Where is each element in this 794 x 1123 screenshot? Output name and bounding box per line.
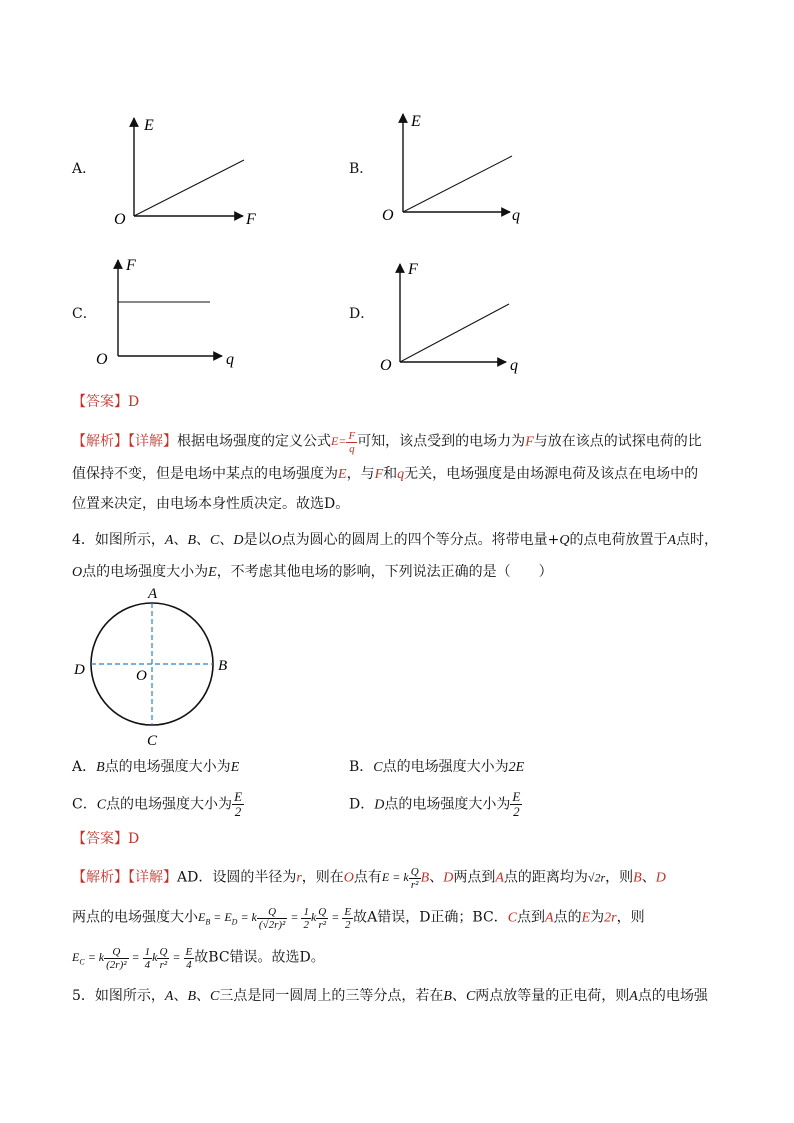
den: 2 (303, 919, 309, 931)
num: 1 (144, 946, 151, 958)
text: 、 (429, 869, 444, 886)
formula-ec (72, 946, 194, 971)
text: 故A错误，D正确；BC． (353, 909, 508, 926)
var: B (96, 760, 105, 775)
var: B (420, 870, 430, 886)
text: 值保持不变，但是电场中某点的电场强度为 (72, 466, 338, 482)
den: (2r)² (106, 959, 127, 971)
text: 三点是同一圆周上的三等分点，若在 (219, 988, 444, 1004)
var: B (633, 870, 642, 886)
q4-option-d (349, 790, 522, 819)
text: 故BC错误。故选D。 (194, 949, 325, 966)
den: 2 (513, 804, 520, 819)
num: E (234, 789, 243, 804)
var: B (187, 533, 197, 548)
var: C (210, 989, 220, 1004)
origin-label: O (380, 357, 392, 374)
option-a-label: A． (72, 161, 97, 177)
var: O (72, 565, 83, 580)
text: 点的电场强度大小为 (384, 796, 511, 813)
circle-diagram (66, 582, 246, 752)
origin-label: O (382, 207, 394, 224)
part: k (152, 950, 158, 965)
q4-answer (72, 829, 139, 849)
text: ，不考虑其他电场的影响，下列说法正确的是（ ） (216, 564, 553, 580)
num: E (344, 906, 352, 918)
var: C (465, 989, 476, 1004)
var: D (655, 870, 666, 886)
answer-tag: 【答案】 (72, 831, 128, 847)
origin-label: O (96, 351, 108, 368)
num: Q (410, 866, 419, 878)
text: 可知，该点受到的电场力为 (357, 433, 526, 450)
q4-analysis-line-1 (72, 866, 666, 891)
var: A (545, 910, 554, 926)
text: 点有 (353, 869, 382, 886)
var: A (629, 989, 638, 1004)
q3-analysis-line-2 (72, 464, 698, 485)
den: 2 (234, 804, 242, 819)
answer-value: D (128, 831, 140, 847)
var: A (495, 870, 504, 886)
part: = (169, 950, 184, 965)
text: 两点到 (453, 869, 496, 886)
q4-analysis-line-2 (72, 906, 645, 933)
text: 、 (173, 532, 188, 548)
option-d-label: D． (349, 306, 375, 322)
q4-option-a (72, 757, 239, 778)
x-axis-label: q (226, 351, 234, 368)
text: 、 (196, 988, 211, 1004)
q4-stem-line-2 (72, 562, 553, 583)
den: r² (159, 959, 168, 971)
den: 2 (344, 919, 351, 931)
q4-option-b (349, 757, 524, 778)
option-c-label: C． (72, 306, 97, 322)
den: 4 (186, 959, 192, 971)
fraction-e-over-2 (510, 790, 522, 819)
var: C (96, 797, 107, 813)
option-b-label: B． (349, 161, 374, 177)
formula-e-kq-r2 (381, 866, 421, 891)
part: = (128, 950, 143, 965)
num: Q (104, 946, 128, 959)
text: ，与 (346, 466, 375, 482)
text: 两点的电场强度大小 (72, 909, 198, 926)
text: 无关，电场强度是由场源电荷及该点在电场中的 (404, 466, 699, 482)
point-c-label: C (147, 733, 158, 749)
part: = (328, 910, 343, 925)
point-a-label: A (148, 586, 158, 602)
var: D (374, 797, 385, 813)
num: Q (318, 906, 327, 918)
text: D． (349, 796, 375, 813)
formula-lhs: E (331, 434, 339, 449)
var: E (208, 565, 217, 580)
num: 1 (303, 906, 309, 918)
var: B (187, 989, 197, 1004)
q4-option-c (72, 790, 244, 819)
var: C (210, 533, 220, 548)
graph-option-c (92, 252, 252, 377)
text: 4．如图所示， (72, 532, 165, 548)
var: B (443, 989, 452, 1004)
text: 点的 (553, 909, 582, 926)
x-axis-label: q (510, 357, 518, 374)
y-axis-label: F (408, 261, 418, 278)
num: Q (159, 946, 168, 958)
text: 点的电场强度大小为 (382, 759, 509, 775)
var: C (373, 760, 383, 775)
text: 、 (641, 869, 656, 886)
var: O (271, 533, 282, 548)
proportional-line (403, 156, 512, 212)
var: 2r (604, 910, 617, 926)
var: E (230, 760, 240, 775)
sub: C (79, 957, 85, 967)
text: 和 (383, 466, 398, 482)
var-q: q (397, 467, 405, 482)
part: = (287, 910, 302, 925)
den: r² (318, 919, 327, 931)
var: r (296, 870, 302, 886)
y-axis-label: F (126, 257, 136, 274)
text: 点的电场强 (637, 988, 708, 1004)
q4-analysis-line-3 (72, 946, 325, 973)
text: ，则 (605, 869, 634, 886)
part: = k (84, 950, 105, 965)
analysis-tag: 【解析】【详解】 (72, 869, 177, 886)
text: 、 (196, 532, 211, 548)
den: (√2r)² (258, 919, 286, 931)
origin-label: O (114, 211, 126, 228)
point-b-label: B (218, 658, 228, 674)
y-axis-label: E (411, 113, 421, 130)
text: 点到 (517, 909, 546, 926)
point-d-label: D (74, 662, 85, 678)
text: B． (349, 759, 374, 775)
var: E (581, 910, 591, 926)
formula-num: F (348, 430, 356, 442)
formula-part: E = k (381, 870, 409, 885)
graph-option-b (378, 104, 538, 229)
fraction-e-over-2 (232, 790, 244, 819)
formula-sqrt2-r: √2r (587, 870, 606, 885)
var: A (164, 533, 174, 548)
text: 5．如图所示， (72, 988, 165, 1004)
proportional-line (134, 160, 244, 216)
answer-tag: 【答案】 (72, 394, 128, 410)
var: A (667, 533, 677, 548)
text: 、 (451, 988, 466, 1004)
text: ，则在 (301, 869, 344, 886)
part: = k (237, 910, 257, 925)
text: 为 (590, 909, 605, 926)
graph-option-a (108, 108, 268, 233)
part: k (310, 910, 317, 925)
text: 点的距离均为 (503, 869, 588, 886)
num: Q (257, 906, 287, 919)
formula-e-equals-f-over-q: E= $\frac{F}{q}$ (331, 430, 356, 455)
center-o-label: O (136, 668, 147, 684)
var: Q (559, 533, 570, 548)
text: AD．设圆的半径为 (177, 869, 297, 886)
text: A． (72, 759, 97, 775)
part: E (198, 910, 206, 925)
text: 点的电场强度大小为 (106, 796, 233, 813)
var-f: F (374, 467, 384, 482)
var-e: E (338, 467, 347, 482)
graph-option-d (376, 256, 536, 381)
formula-den: q (349, 443, 355, 455)
x-axis-label: F (246, 211, 256, 228)
x-axis-label: q (512, 207, 520, 224)
part: E (72, 950, 80, 965)
var: C (507, 910, 518, 926)
answer-value: D (128, 394, 140, 410)
text: 两点放等量的正电荷，则 (475, 988, 630, 1004)
var: D (443, 870, 454, 886)
q4-stem-line-1 (72, 530, 718, 551)
text: 点时， (676, 532, 719, 548)
var: D (233, 533, 244, 548)
num: E (512, 789, 521, 804)
text: 点的电场强度大小为 (104, 759, 231, 775)
text: 点为圆心的圆周上的四个等分点。将带电量+ (281, 532, 560, 548)
formula-eb-ed (198, 906, 353, 931)
proportional-line (400, 304, 509, 362)
text: 根据电场强度的定义公式 (177, 433, 331, 450)
sub: B (205, 917, 211, 927)
text: ，则 (616, 909, 645, 926)
q3-answer (72, 392, 139, 412)
y-axis-label: E (144, 117, 154, 134)
part: = E (210, 910, 232, 925)
text: 、 (219, 532, 234, 548)
den: 4 (144, 959, 151, 971)
q3-analysis-line-1 (72, 430, 702, 455)
q5-stem-line-1 (72, 986, 708, 1007)
analysis-tag: 【解析】【详解】 (72, 433, 177, 450)
den: r² (410, 879, 419, 891)
sub: D (231, 917, 238, 927)
var: 2E (508, 760, 525, 775)
var: A (164, 989, 174, 1004)
text: 的点电荷放置于 (569, 532, 668, 548)
var-f: F (525, 434, 534, 450)
q3-analysis-line-3: 位置来决定，由电场本身性质决定。故选D。 (72, 496, 350, 512)
var: O (343, 870, 354, 886)
text: 与放在该点的试探电荷的比 (533, 433, 702, 450)
text: 是以 (243, 532, 272, 548)
text: 、 (173, 988, 188, 1004)
text: C． (72, 796, 97, 813)
text: 点的电场强度大小为 (82, 564, 209, 580)
num: E (185, 946, 193, 958)
